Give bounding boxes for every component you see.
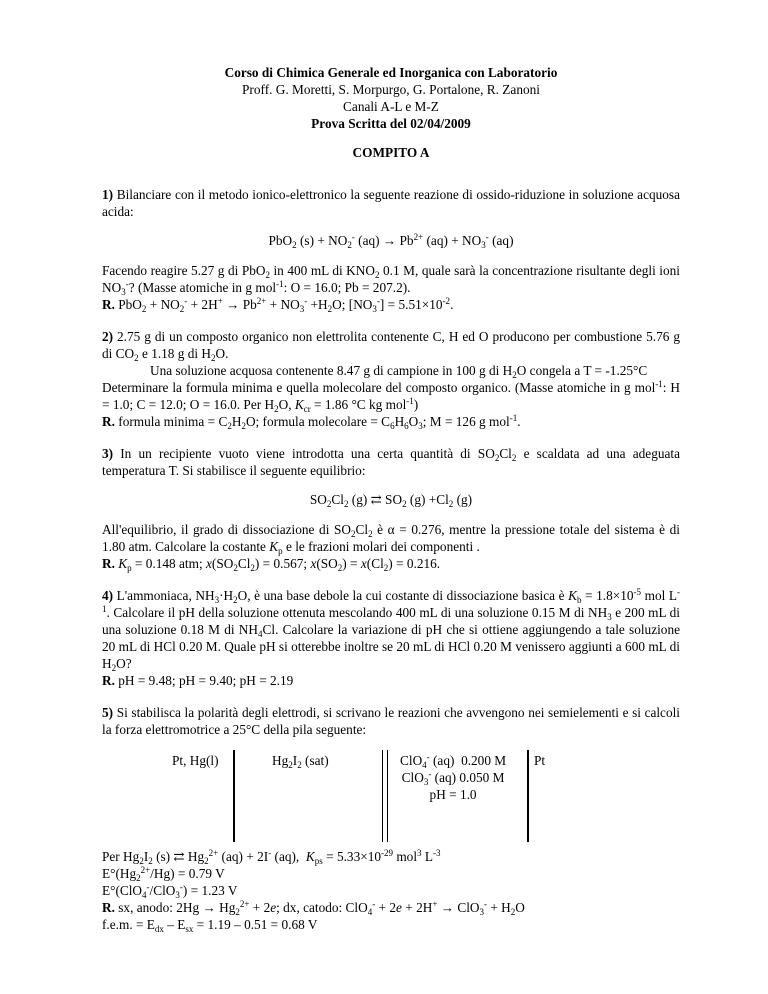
question-text: All'equilibrio, il grado di dissociazione di $SO_2Cl_2$ è α = 0.276, mentre la pressione totale del sistema è di 1.80 atm. Calcolare la costante $K_p$ e le frazioni molari dei componenti . <box>102 522 680 556</box>
question-text: Facendo reagire 5.27 g di PbO$_2$ in 400 mL di $KNO_2$ 0.1 M, quale sarà la concentrazione risultante degli ioni $NO_3^-$? (Masse atomiche in g mol$^{-1}$: O = 16.0; Pb = 207.2). <box>102 263 680 297</box>
answer: R. sx, anodo: $2Hg \to Hg_2^{2+} + 2e$; dx, catodo: $ClO_4^- + 2e + 2H^+ \to ClO_3^- + H_2O$ <box>102 899 525 917</box>
cell-right-solution: ClO$_4$- (aq) 0.200 M ClO$_3$- (aq) 0.050 M pH = 1.0 <box>400 752 507 802</box>
salt-bridge-line <box>387 750 388 842</box>
course-title: Corso di Chimica Generale ed Inorganica con Laboratorio <box>224 65 558 80</box>
question-number: 5) <box>102 705 114 720</box>
reaction-equation: PbO$_2$ $(s) + NO_2^-$ $(aq) \to Pb^{2+}$ $(aq) + NO_3^-$ (aq) <box>268 232 514 250</box>
question-text: Determinare la formula minima e quella molecolare del composto organico. (Masse atomiche in g mol$^{-1}$: H = 1.0; C = 12.0; O = 16.0. Per $H_2O$, $K_{cr} = 1.86$ °C kg mol$^{-1}$) <box>102 379 681 414</box>
cell-left-solution: $Hg_2I_2$ (sat) <box>272 753 329 770</box>
galvanic-cell-diagram <box>102 750 680 842</box>
phase-boundary <box>233 750 235 842</box>
cell-right-electrode: Pt <box>534 753 546 768</box>
cell-data: Per $Hg_2I_2$ (s) ⇄ $Hg_2^{2+}$ (aq) + 2I- (aq), $K_{ps} = 5.33\times 10^{-29}$ mol$^3$ $L^{-3}$ <box>102 848 441 866</box>
professors: Proff. G. Moretti, S. Morpurgo, G. Portalone, R. Zanoni <box>242 82 540 97</box>
question-text: Una soluzione acquosa contenente 8.47 g di campione in 100 g di $H_2O$ congela a T = -1.25°C <box>150 363 648 380</box>
question-text: 4) L'ammoniaca, $NH_3\cdot H_2O$, è una base debole la cui costante di dissociazione basica è $K_b = 1.8\times 10^{-5}$ mol $L^{-1}$. Calcolare il pH della soluzione ottenuta mescolando 400 mL di una soluzione 0.15 M di $NH_3$ e 200 mL di una soluzione 0.18 M di $NH_4Cl$. Calcolare la variazione di pH che si ottiene aggiungendo a tale soluzione 20 mL di HCl 0.20 M. Quale pH si otterebbe inoltre se 20 mL di HCl 0.20 M venissero aggiunti a 600 mL di $H_2O$? <box>102 587 680 673</box>
phase-boundary <box>527 750 529 842</box>
question-4 <box>102 587 680 689</box>
question-text: Si stabilisca la polarità degli elettrodi, si scrivano le reazioni che avvengono nei semielementi e si calcoli la forza elettromotrice a 25°C della pila seguente: <box>102 705 681 737</box>
question-text: Bilanciare con il metodo ionico-elettronico la seguente reazione di ossido-riduzione in soluzione acquosa acida: <box>102 187 680 219</box>
salt-bridge-line <box>382 750 383 842</box>
question-5 <box>102 704 680 933</box>
answer: f.e.m. = $E_{dx} - E_{sx} = 1.19 - 0.51 = 0.68$ V <box>102 917 318 934</box>
answer: R. formula minima = $C_2H_2O$; formula molecolare = $C_6H_6O_3$; M = 126 g mol$^{-1}$. <box>102 413 521 431</box>
channels: Canali A-L e M-Z <box>343 99 439 114</box>
cell-data: $E^\circ(Hg_2^{2+}/Hg) = 0.79$ V <box>102 865 225 883</box>
exam-header <box>102 64 680 132</box>
question-1 <box>102 186 680 313</box>
answer: R. $PbO_2 + NO_2^- + 2H^+ \to Pb^{2+} + NO_3^- +H_2O$; $[NO_3^-] = 5.51\times 10^{-2}$. <box>102 296 454 314</box>
question-text: 3) In un recipiente vuoto viene introdotta una certa quantità di $SO_2Cl_2$ e scaldata ad una adeguata temperatura T. Si stabilisce il seguente equilibrio: <box>102 446 680 478</box>
question-3 <box>102 445 680 572</box>
equilibrium-equation: $SO_2Cl_2$ (g) ⇄ $SO_2$ $(g) +Cl_2$ (g) <box>309 492 473 509</box>
cell-data: E°(ClO$_4$-/ClO$_3$-) = 1.23 V <box>102 882 238 900</box>
answer: R. pH = 9.48; pH = 9.40; pH = 2.19 <box>102 673 294 688</box>
question-2 <box>102 328 680 430</box>
answer: R. $K_p = 0.148$ atm; $x(SO_2Cl_2) = 0.567$; $x(SO_2) = x(Cl_2) = 0.216$. <box>102 556 441 573</box>
compito-title: COMPITO A <box>352 145 430 160</box>
question-number: 1) <box>102 187 114 202</box>
exam-date: Prova Scritta del 02/04/2009 <box>311 116 471 131</box>
exam-page <box>102 64 680 933</box>
question-text: 2) 2.75 g di un composto organico non elettrolita contenente C, H ed O producono per combustione 5.76 g di $CO_2$ e 1.18 g di $H_2O$. <box>102 329 680 363</box>
cell-left-electrode: Pt, Hg(l) <box>172 753 219 768</box>
